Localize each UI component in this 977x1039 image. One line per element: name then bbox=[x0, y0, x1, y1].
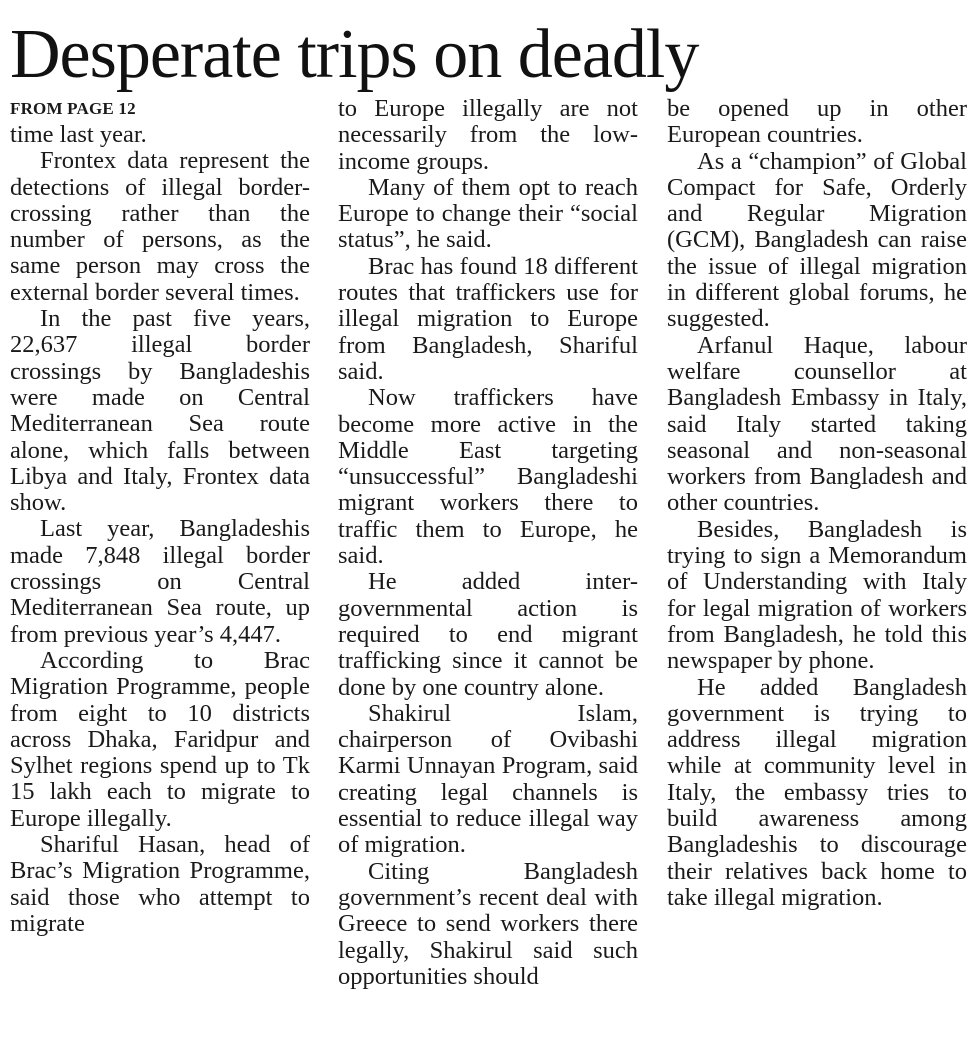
paragraph: Arfanul Haque, labour welfare counsellor at Bangladesh Embassy in Italy, said Italy started taking seasonal and non-seasonal workers from Bangladesh and other countries. bbox=[667, 331, 967, 517]
paragraph: Citing Bangladesh government’s recent deal with Greece to send workers there legally, Shakirul said such opportunities should bbox=[338, 857, 638, 990]
article-column-2 bbox=[338, 96, 638, 990]
paragraph: In the past five years, 22,637 illegal border crossings by Bangladeshis were made on Central Mediterranean Sea route alone, which falls between Libya and Italy, Frontex data show. bbox=[10, 305, 310, 517]
paragraph: Shakirul Islam, chairperson of Ovibashi Karmi Unnayan Program, said creating legal channels is essential to reduce illegal way of migration. bbox=[338, 699, 638, 859]
paragraph: Now traffickers have become more active in the Middle East targeting “unsuccessful” Bangladeshi migrant workers there to traffic them to Europe, he said. bbox=[338, 384, 638, 570]
paragraph: Brac has found 18 different routes that traffickers use for illegal migration to Europe from Bangladesh, Shariful said. bbox=[338, 252, 638, 385]
headline: Desperate trips on deadly bbox=[10, 16, 699, 93]
paragraph: Frontex data represent the detections of illegal border-crossing rather than the number of persons, as the same person may cross the external border several times. bbox=[10, 147, 310, 306]
paragraph: time last year. bbox=[10, 121, 147, 148]
article-column-3 bbox=[667, 96, 967, 911]
paragraph: As a “champion” of Global Compact for Safe, Orderly and Regular Migration (GCM), Bangladesh can raise the issue of illegal migration in different global forums, he suggested. bbox=[667, 147, 967, 333]
paragraph: Last year, Bangladeshis made 7,848 illegal border crossings on Central Mediterranean Sea route, up from previous year’s 4,447. bbox=[10, 515, 310, 648]
paragraph: Many of them opt to reach Europe to change their “social status”, he said. bbox=[338, 173, 638, 254]
article-column-1 bbox=[10, 96, 310, 937]
paragraph: According to Brac Migration Programme, people from eight to 10 districts across Dhaka, Faridpur and Sylhet regions spend up to Tk 15 lakh each to migrate to Europe illegally. bbox=[10, 646, 310, 832]
paragraph: be opened up in other European countries. bbox=[667, 95, 967, 149]
paragraph: Shariful Hasan, head of Brac’s Migration Programme, said those who attempt to migrate bbox=[10, 831, 310, 937]
jump-label: FROM PAGE 12 bbox=[10, 99, 136, 118]
paragraph: He added Bangladesh government is trying to address illegal migration while at community level in Italy, the embassy tries to build awareness among Bangladeshis to discourage their relatives back home to take illegal migration. bbox=[667, 673, 967, 911]
paragraph: Besides, Bangladesh is trying to sign a Memorandum of Understanding with Italy for legal migration of workers from Bangladesh, he told this newspaper by phone. bbox=[667, 515, 967, 675]
paragraph: He added inter-governmental action is required to end migrant trafficking since it cannot be done by one country alone. bbox=[338, 568, 638, 701]
paragraph: to Europe illegally are not necessarily from the low-income groups. bbox=[338, 95, 638, 175]
